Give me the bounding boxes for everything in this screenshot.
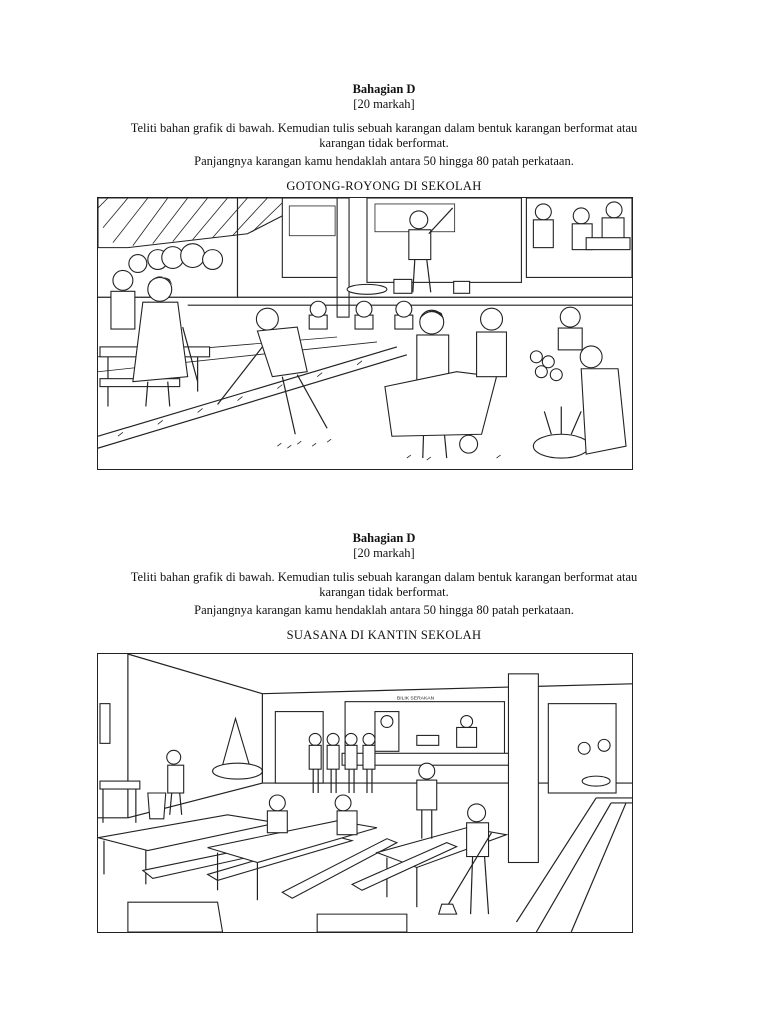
student-at-bin <box>100 750 184 822</box>
section-gotong-royong <box>0 82 768 193</box>
section-heading: Bahagian D <box>352 82 416 96</box>
pillar <box>508 674 538 863</box>
picture-title: SUASANA DI KANTIN SEKOLAH <box>286 628 482 642</box>
instruction-text: Teliti bahan grafik di bawah. Kemudian tulis sebuah karangan dalam bentuk karangan berformat atau karangan tidak berformat. <box>130 121 638 150</box>
gotong-royong-illustration <box>97 197 633 470</box>
kantin-drawing <box>98 654 632 932</box>
instruction-text: Teliti bahan grafik di bawah. Kemudian tulis sebuah karangan dalam bentuk karangan berformat atau karangan tidak berformat. <box>130 570 638 599</box>
section-kantin <box>0 531 768 702</box>
section-marks: [20 markah] <box>353 97 415 111</box>
instruction-length-text: Panjangnya karangan kamu hendaklah antara 50 hingga 80 patah perkataan. <box>194 603 574 617</box>
section-heading: Bahagian D <box>352 531 416 545</box>
section-marks: [20 markah] <box>353 546 415 560</box>
canteen-sign: BILIK SERAKAN <box>396 696 435 702</box>
side-doorway <box>548 704 616 793</box>
instruction-length-text: Panjangnya karangan kamu hendaklah antara 50 hingga 80 patah perkataan. <box>194 154 574 168</box>
kantin-illustration <box>97 653 633 933</box>
bushes <box>129 244 223 273</box>
gotong-royong-drawing <box>98 198 632 469</box>
picture-title: GOTONG-ROYONG DI SEKOLAH <box>286 179 482 193</box>
